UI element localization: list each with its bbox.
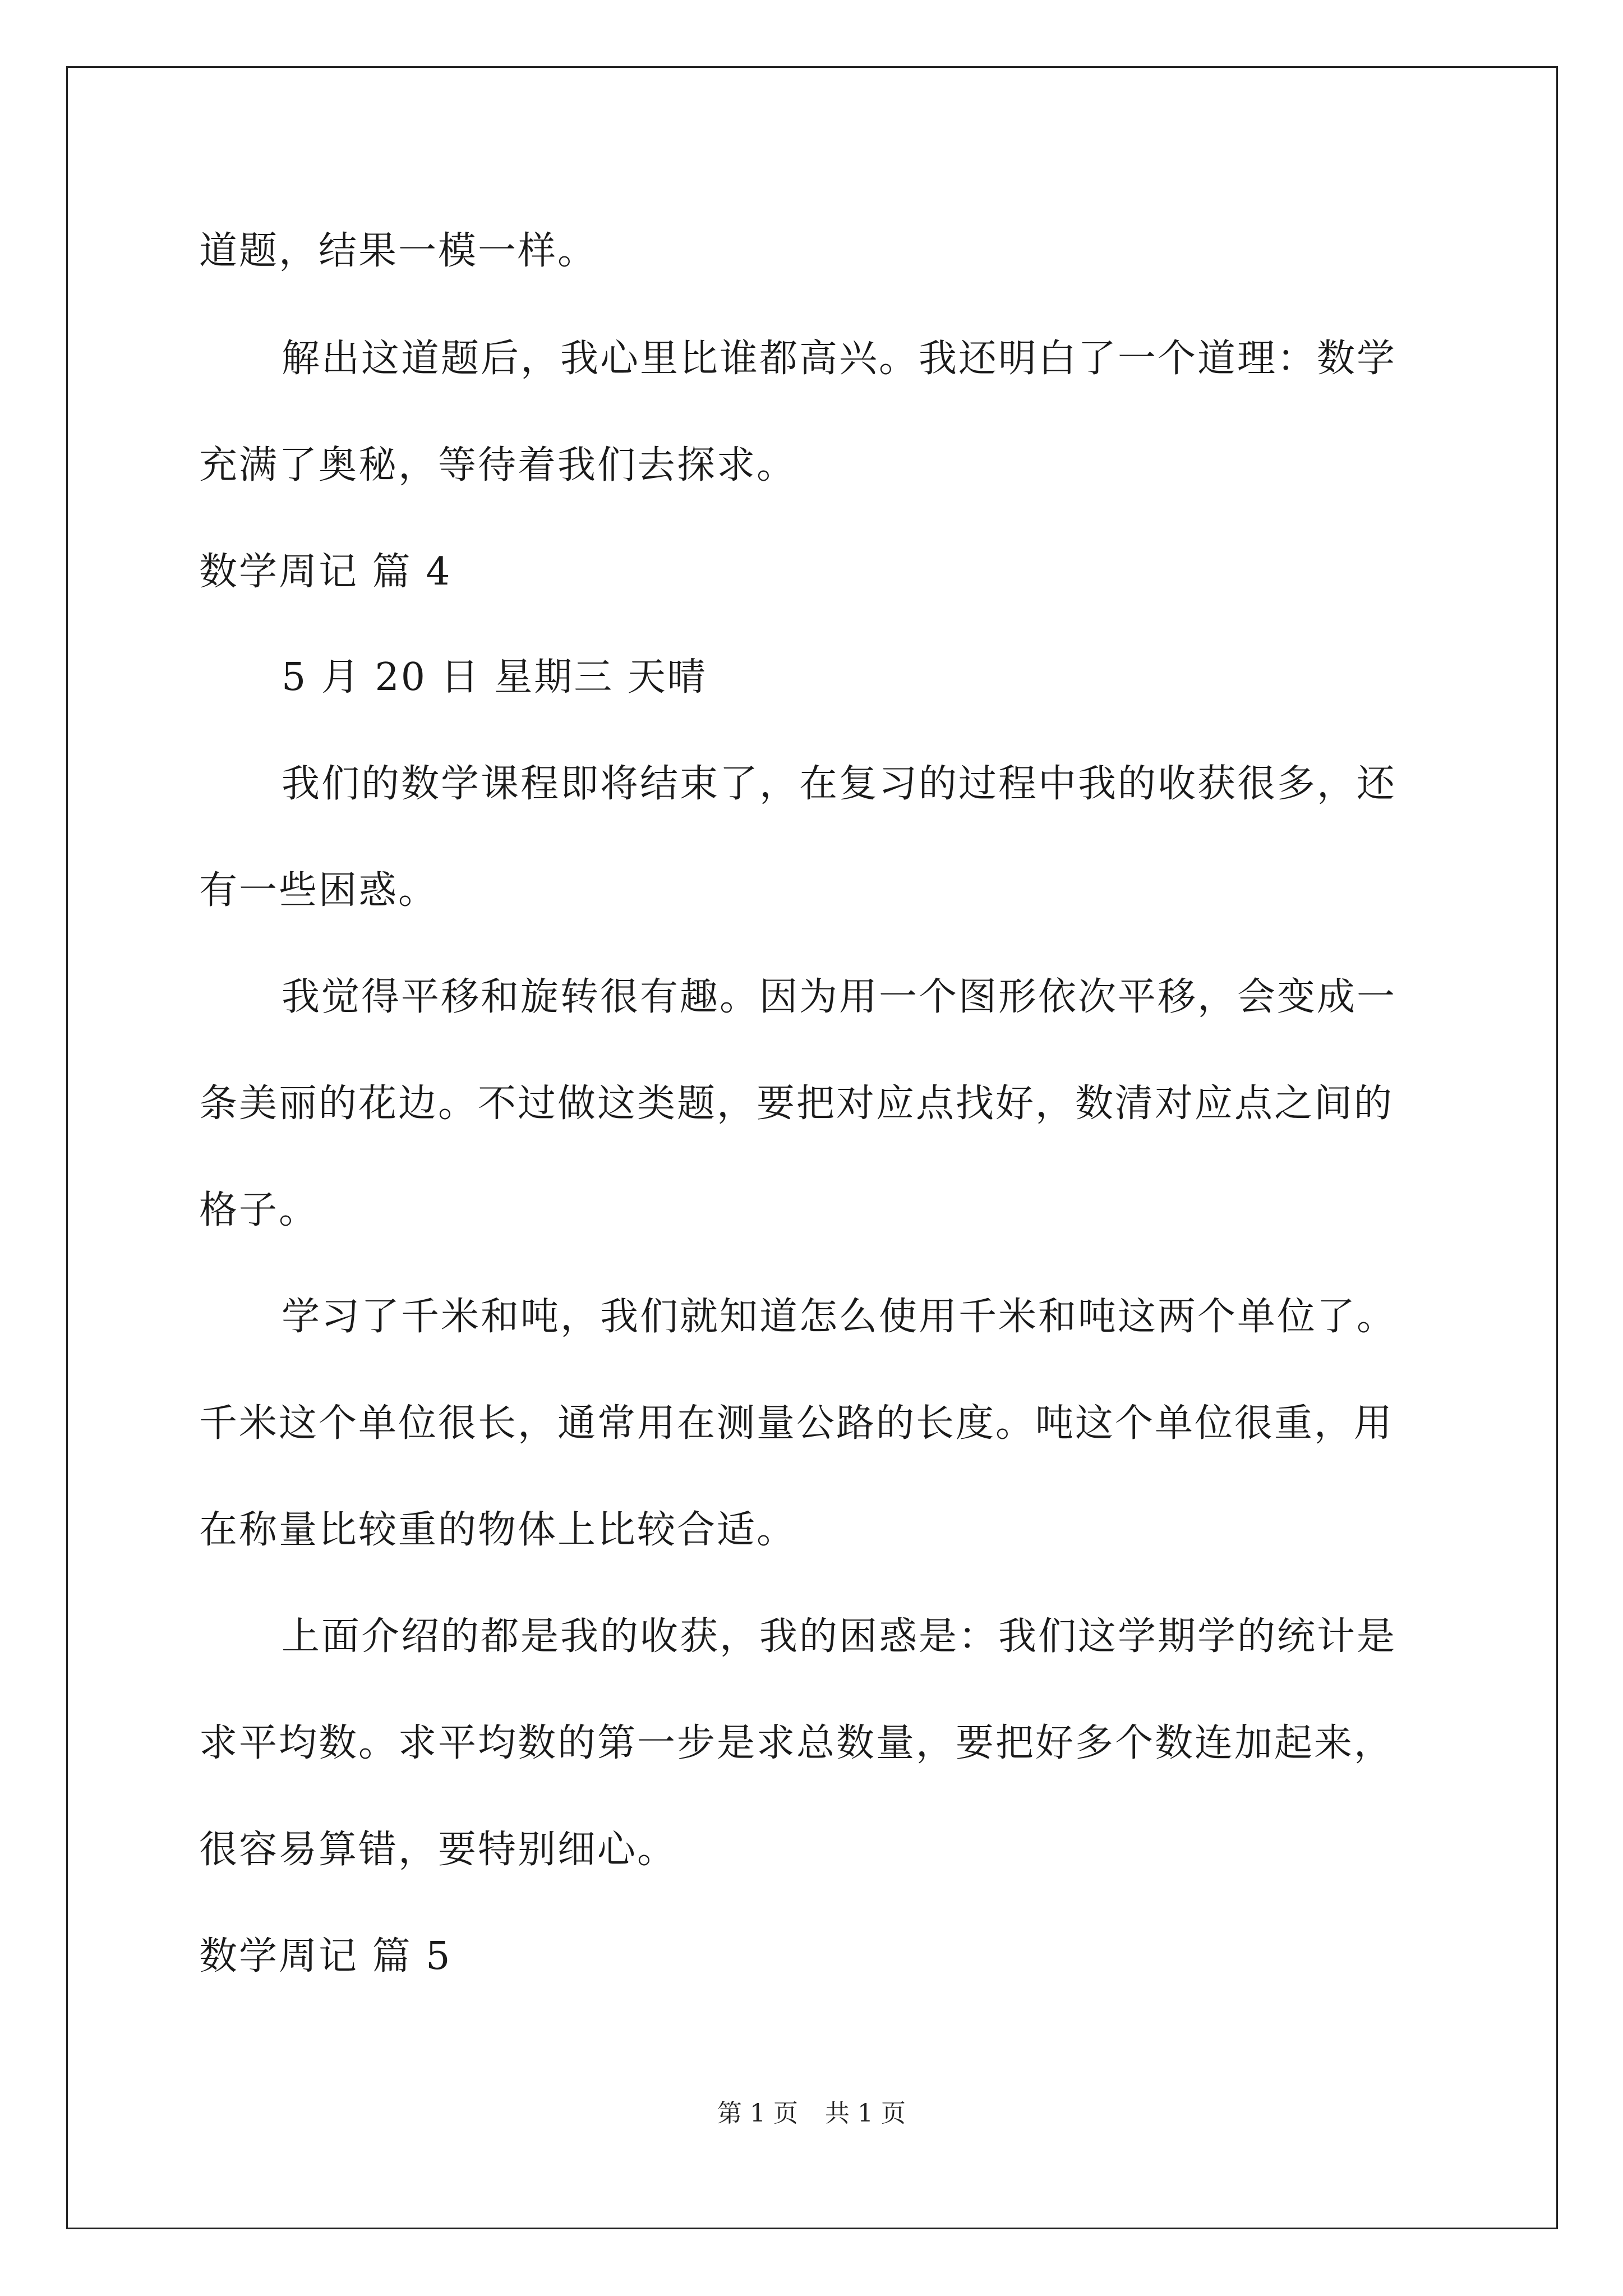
paragraph-line: 有一些困惑。: [199, 868, 439, 913]
paragraph-line: 道题，结果一模一样。: [199, 229, 598, 273]
section-heading: 数学周记 篇 5: [199, 1934, 452, 1978]
paragraph-line: 千米这个单位很长，通常用在测量公路的长度。吨这个单位很重，用: [199, 1401, 1394, 1446]
paragraph-line: 很容易算错，要特别细心。: [199, 1828, 677, 1872]
paragraph-line: 学习了千米和吨，我们就知道怎么使用千米和吨这两个单位了。: [282, 1295, 1397, 1339]
section-heading: 数学周记 篇 4: [199, 550, 452, 594]
paragraph-line: 条美丽的花边。不过做这类题，要把对应点找好，数清对应点之间的: [199, 1082, 1394, 1126]
paragraph-line: 解出这道题后，我心里比谁都高兴。我还明白了一个道理：数学: [282, 337, 1397, 381]
page-border: [66, 66, 1558, 2229]
paragraph-line: 我觉得平移和旋转很有趣。因为用一个图形依次平移，会变成一: [282, 975, 1397, 1019]
paragraph-line: 格子。: [199, 1188, 319, 1232]
paragraph-line: 在称量比较重的物体上比较合适。: [199, 1508, 797, 1552]
page-number: 第 1 页: [717, 2099, 798, 2128]
paragraph-line: 充满了奥秘，等待着我们去探求。: [199, 443, 797, 487]
page-total: 共 1 页: [825, 2099, 906, 2128]
paragraph-line: 我们的数学课程即将结束了，在复习的过程中我的收获很多，还: [282, 762, 1397, 806]
page-footer: [0, 2098, 1623, 2129]
paragraph-line: 求平均数。求平均数的第一步是求总数量，要把好多个数连加起来，: [199, 1721, 1394, 1765]
paragraph-line: 上面介绍的都是我的收获，我的困惑是：我们这学期学的统计是: [282, 1614, 1397, 1659]
date-line: 5 月 20 日 星期三 天晴: [282, 655, 707, 700]
